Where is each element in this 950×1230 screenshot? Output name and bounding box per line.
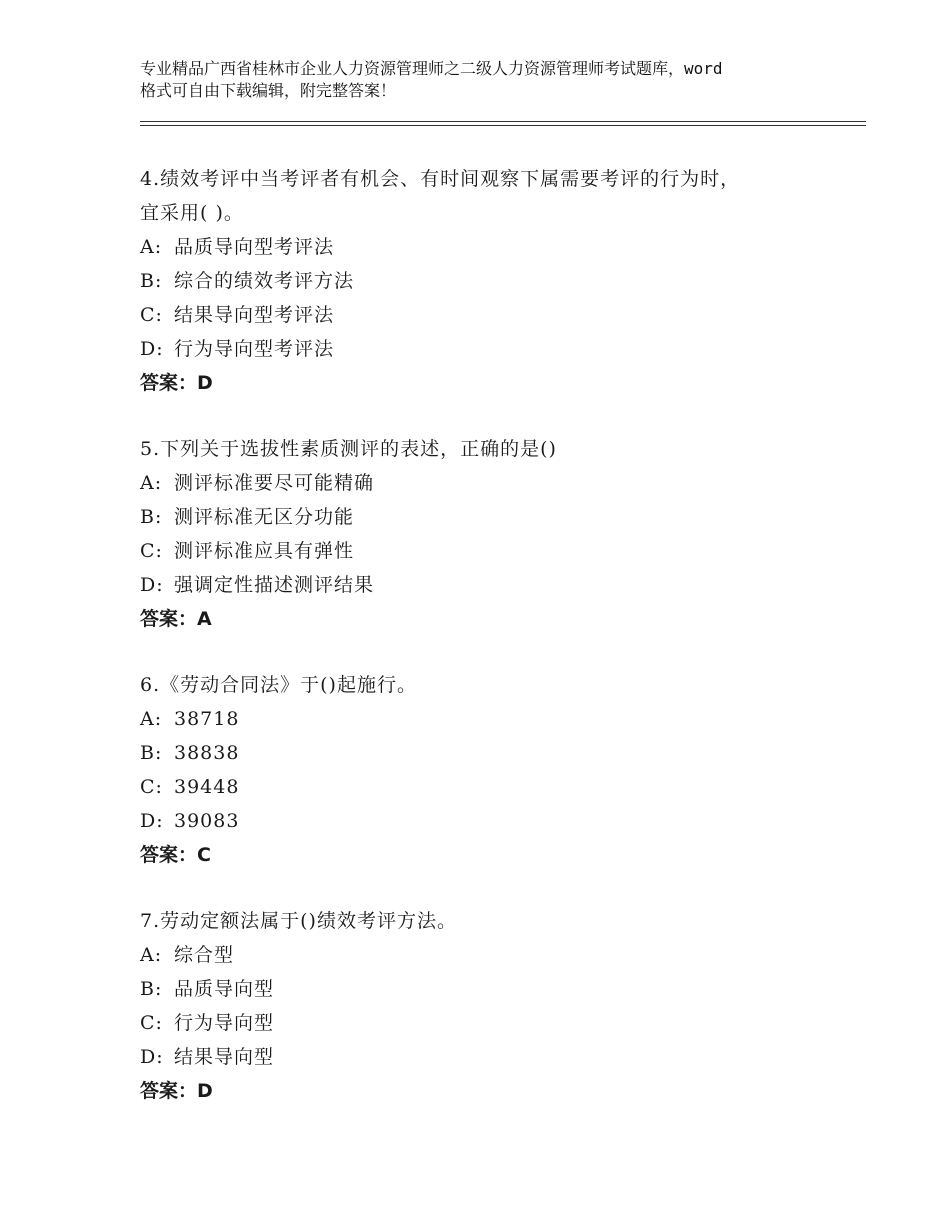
option-key: A: bbox=[140, 708, 163, 730]
option-b bbox=[140, 736, 840, 770]
question-stem: 宜采用( )。 bbox=[140, 202, 244, 224]
option-text: 测评标准无区分功能 bbox=[174, 506, 355, 528]
option-text: 行为导向型 bbox=[174, 1012, 275, 1034]
document-header bbox=[140, 58, 840, 102]
option-key: A: bbox=[140, 472, 163, 494]
question-stem: 7.劳动定额法属于()绩效考评方法。 bbox=[140, 910, 457, 932]
option-key: A: bbox=[140, 236, 163, 258]
option-text: 品质导向型考评法 bbox=[174, 236, 335, 258]
option-a bbox=[140, 466, 840, 500]
option-key: B: bbox=[140, 270, 163, 292]
option-key: B: bbox=[140, 742, 163, 764]
question-7 bbox=[140, 904, 840, 1108]
option-text: 综合的绩效考评方法 bbox=[174, 270, 355, 292]
option-d bbox=[140, 804, 840, 838]
header-divider-top bbox=[140, 121, 866, 122]
option-a bbox=[140, 938, 840, 972]
option-c bbox=[140, 1006, 840, 1040]
option-text: 行为导向型考评法 bbox=[174, 338, 335, 360]
header-divider-bottom bbox=[140, 125, 866, 126]
option-text: 结果导向型 bbox=[174, 1046, 275, 1068]
option-key: C: bbox=[140, 1012, 163, 1034]
option-text: 强调定性描述测评结果 bbox=[174, 574, 375, 596]
header-title-line-1: 专业精品广西省桂林市企业人力资源管理师之二级人力资源管理师考试题库，word bbox=[140, 59, 723, 78]
option-text: 38718 bbox=[174, 708, 240, 730]
option-c bbox=[140, 534, 840, 568]
option-key: D: bbox=[140, 1046, 164, 1068]
option-a bbox=[140, 230, 840, 264]
option-b bbox=[140, 264, 840, 298]
option-text: 结果导向型考评法 bbox=[174, 304, 335, 326]
option-key: D: bbox=[140, 574, 164, 596]
option-d bbox=[140, 332, 840, 366]
answer-label: 答案：D bbox=[140, 1080, 213, 1102]
question-stem: 5.下列关于选拔性素质测评的表述，正确的是() bbox=[140, 438, 557, 460]
option-text: 测评标准要尽可能精确 bbox=[174, 472, 375, 494]
option-text: 综合型 bbox=[174, 944, 235, 966]
option-b bbox=[140, 972, 840, 1006]
option-text: 39448 bbox=[174, 776, 240, 798]
option-key: C: bbox=[140, 776, 163, 798]
option-c bbox=[140, 770, 840, 804]
question-stem: 4.绩效考评中当考评者有机会、有时间观察下属需要考评的行为时， bbox=[140, 168, 741, 190]
option-key: C: bbox=[140, 304, 163, 326]
option-c bbox=[140, 298, 840, 332]
option-d bbox=[140, 568, 840, 602]
option-key: D: bbox=[140, 338, 164, 360]
option-key: D: bbox=[140, 810, 164, 832]
question-list bbox=[140, 162, 840, 1140]
question-5 bbox=[140, 432, 840, 636]
answer-label: 答案：D bbox=[140, 372, 213, 394]
header-title-line-2: 格式可自由下载编辑，附完整答案！ bbox=[140, 81, 397, 100]
answer-label: 答案：C bbox=[140, 844, 211, 866]
option-text: 测评标准应具有弹性 bbox=[174, 540, 355, 562]
question-4 bbox=[140, 162, 840, 400]
question-stem: 6.《劳动合同法》于()起施行。 bbox=[140, 674, 417, 696]
option-key: A: bbox=[140, 944, 163, 966]
option-text: 38838 bbox=[174, 742, 240, 764]
option-key: C: bbox=[140, 540, 163, 562]
option-b bbox=[140, 500, 840, 534]
question-6 bbox=[140, 668, 840, 872]
option-key: B: bbox=[140, 506, 163, 528]
option-key: B: bbox=[140, 978, 163, 1000]
option-text: 品质导向型 bbox=[174, 978, 275, 1000]
option-d bbox=[140, 1040, 840, 1074]
option-a bbox=[140, 702, 840, 736]
answer-label: 答案：A bbox=[140, 608, 212, 630]
option-text: 39083 bbox=[174, 810, 240, 832]
